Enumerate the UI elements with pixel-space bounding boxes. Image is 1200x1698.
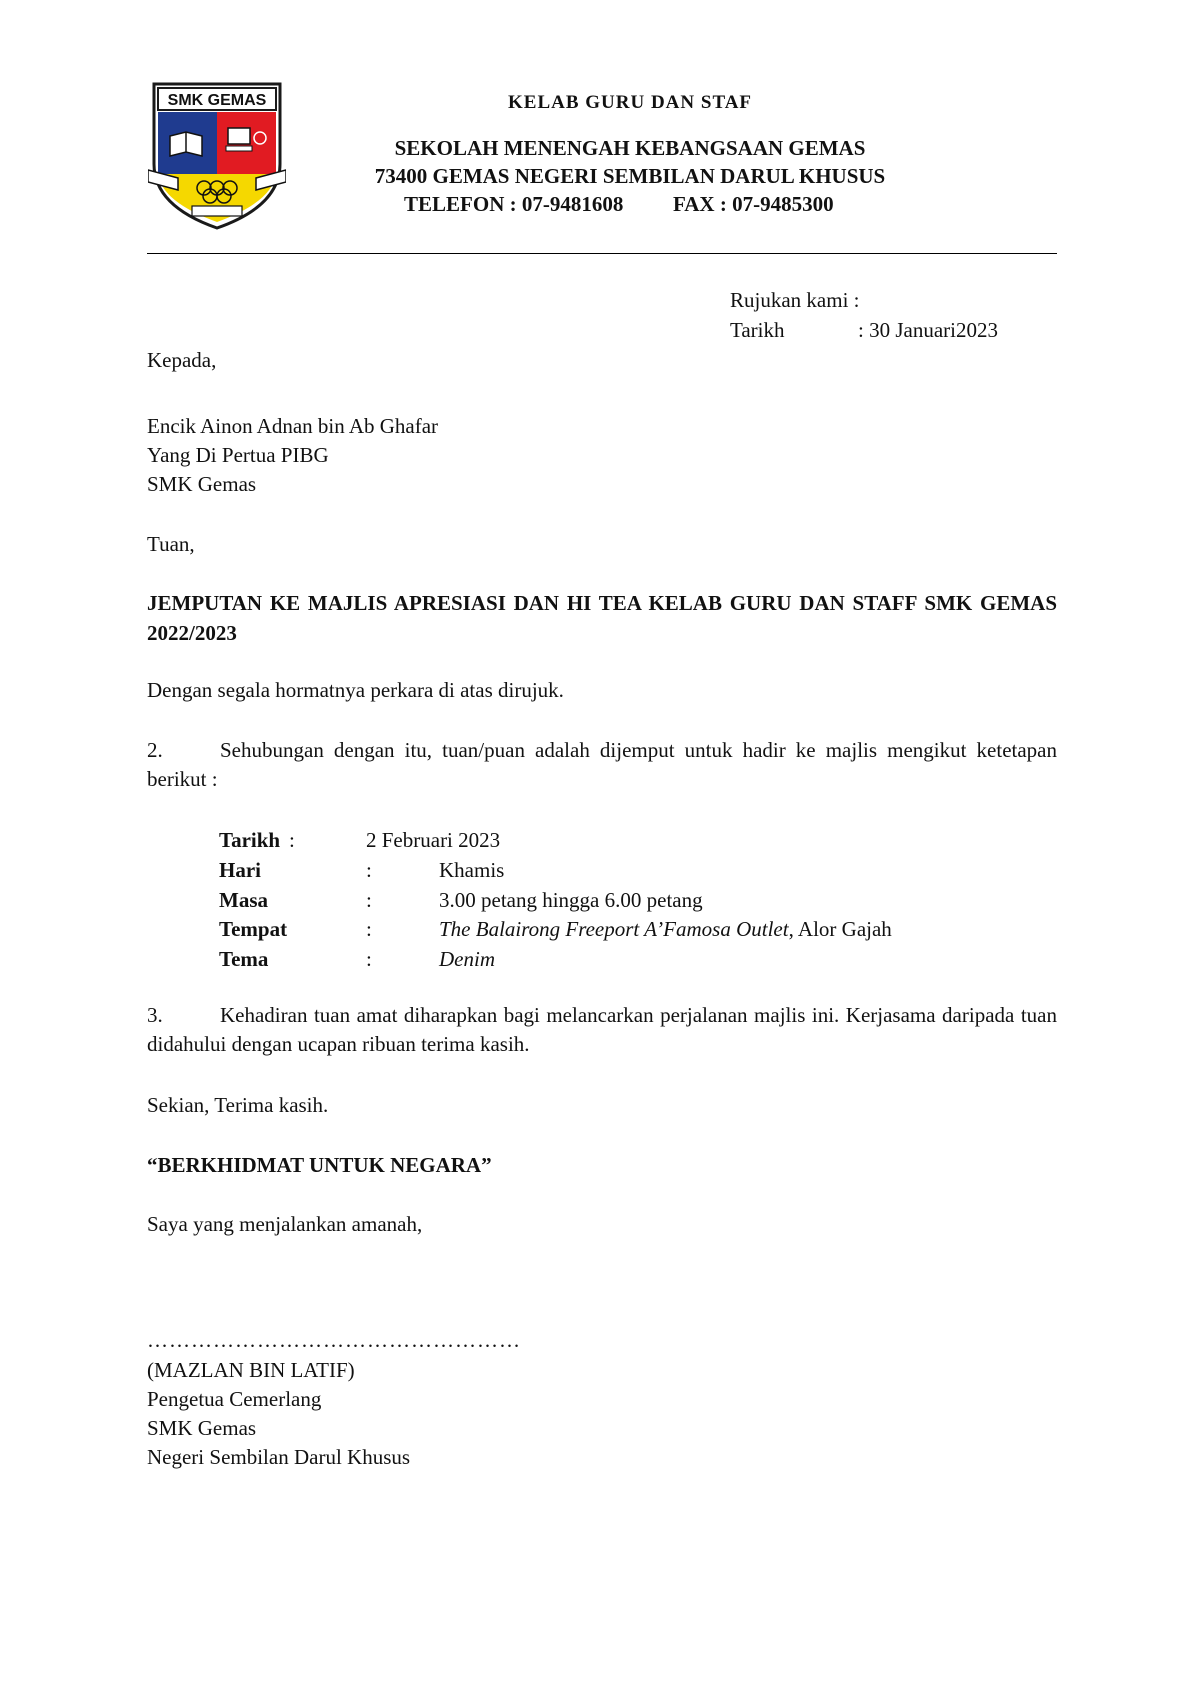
detail-value: Khamis bbox=[439, 858, 505, 882]
date-value: : 30 Januari2023 bbox=[858, 318, 998, 342]
letterhead-divider bbox=[147, 253, 1057, 254]
paragraph-2-number: 2. bbox=[147, 738, 163, 762]
school-phone: TELEFON : 07-9481608 bbox=[404, 192, 624, 216]
signatory-school: SMK Gemas bbox=[147, 1416, 257, 1440]
paragraph-3 bbox=[147, 1001, 1057, 1059]
detail-label: Tarikh bbox=[219, 828, 281, 852]
motto: “BERKHIDMAT UNTUK NEGARA” bbox=[147, 1153, 492, 1177]
school-name: SEKOLAH MENENGAH KEBANGSAAN GEMAS bbox=[394, 136, 866, 160]
paragraph-2 bbox=[147, 736, 1057, 794]
greeting: Tuan, bbox=[147, 532, 195, 556]
detail-colon: : bbox=[366, 947, 372, 971]
reference-label: Rujukan kami : bbox=[730, 288, 860, 312]
school-fax: FAX : 07-9485300 bbox=[673, 192, 834, 216]
paragraph-3-text: Kehadiran tuan amat diharapkan bagi melancarkan perjalanan majlis ini. Kerjasama daripada tuan didahului dengan ucapan ribuan terima kasih. bbox=[147, 1003, 1057, 1056]
trust-line: Saya yang menjalankan amanah, bbox=[147, 1212, 423, 1236]
logo-text: SMK GEMAS bbox=[167, 92, 267, 109]
signatory-state: Negeri Sembilan Darul Khusus bbox=[147, 1445, 411, 1469]
detail-label: Hari bbox=[219, 858, 261, 882]
signature-line: …………………………………………… bbox=[147, 1328, 521, 1352]
paragraph-2-text: Sehubungan dengan itu, tuan/puan adalah dijemput untuk hadir ke majlis mengikut ketetapan berikut : bbox=[147, 738, 1057, 791]
closing-line: Sekian, Terima kasih. bbox=[147, 1093, 329, 1117]
detail-value: Denim bbox=[439, 947, 495, 971]
signatory-title: Pengetua Cemerlang bbox=[147, 1387, 322, 1411]
signatory-name: (MAZLAN BIN LATIF) bbox=[147, 1358, 355, 1382]
detail-label: Masa bbox=[219, 888, 268, 912]
venue-location: , Alor Gajah bbox=[788, 917, 892, 941]
detail-colon: : bbox=[366, 917, 372, 941]
school-address: 73400 GEMAS NEGERI SEMBILAN DARUL KHUSUS bbox=[374, 164, 886, 188]
date-label: Tarikh bbox=[730, 318, 785, 342]
detail-colon: : bbox=[366, 888, 372, 912]
recipient-to: Kepada, bbox=[147, 348, 217, 372]
detail-value: 2 Februari 2023 bbox=[366, 828, 501, 852]
school-crest-logo bbox=[148, 78, 286, 230]
detail-colon: : bbox=[366, 858, 372, 882]
paragraph-3-number: 3. bbox=[147, 1003, 163, 1027]
recipient-name: Encik Ainon Adnan bin Ab Ghafar bbox=[147, 414, 439, 438]
venue-name: The Balairong Freeport A’Famosa Outlet bbox=[439, 917, 789, 941]
detail-value: 3.00 petang hingga 6.00 petang bbox=[439, 888, 703, 912]
detail-value bbox=[439, 915, 892, 944]
recipient-school: SMK Gemas bbox=[147, 472, 257, 496]
detail-label: Tempat bbox=[219, 917, 288, 941]
recipient-position: Yang Di Pertua PIBG bbox=[147, 443, 329, 467]
club-name: KELAB GURU DAN STAF bbox=[508, 92, 753, 113]
detail-colon: : bbox=[289, 828, 295, 852]
detail-label: Tema bbox=[219, 947, 269, 971]
letter-subject: JEMPUTAN KE MAJLIS APRESIASI DAN HI TEA KELAB GURU DAN STAFF SMK GEMAS 2022/2023 bbox=[147, 591, 1057, 645]
intro-paragraph: Dengan segala hormatnya perkara di atas dirujuk. bbox=[147, 678, 564, 702]
